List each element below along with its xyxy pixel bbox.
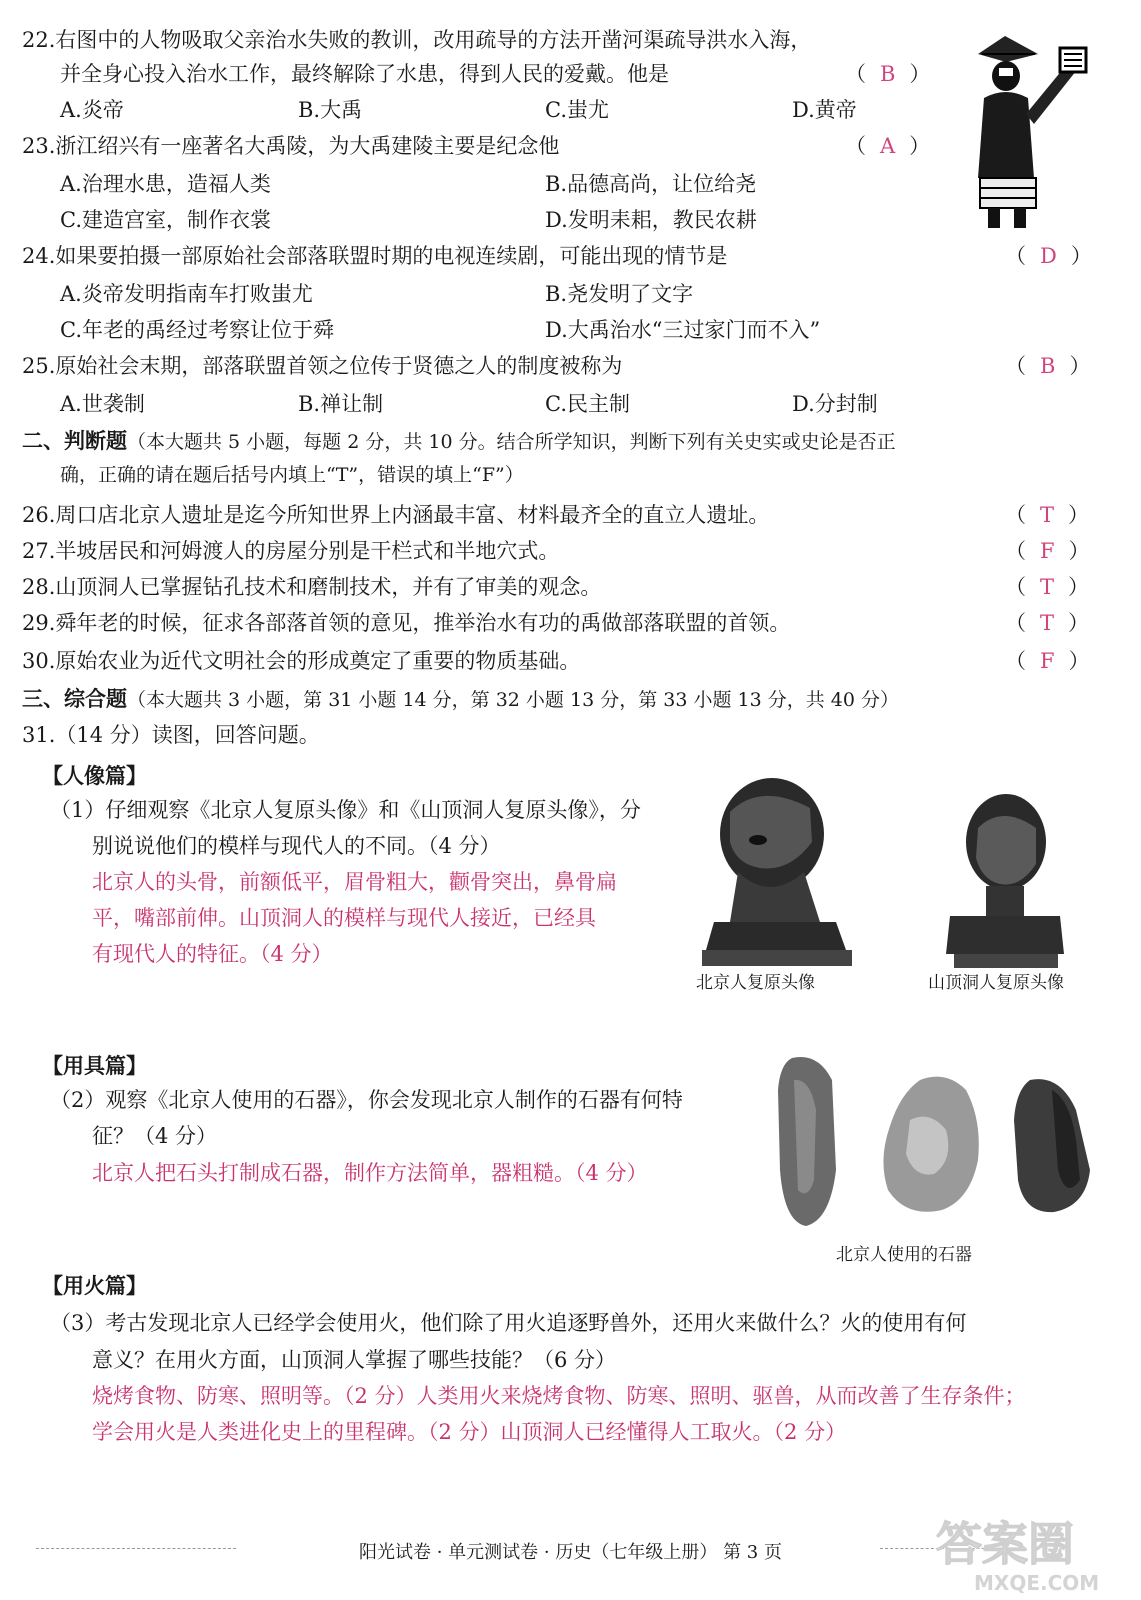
watermark-main-text: 答案圈 [936,1517,1074,1571]
q31-part3-question-line1: （3）考古发现北京人已经学会使用火，他们除了用火追逐野兽外，还用火来做什么？火的使用有何 [50,1311,967,1335]
tf-q30-answer: F [1040,649,1055,673]
q22-option-b: B.大禹 [298,98,363,122]
tf-q29-paren: （ T ） [1005,611,1090,635]
q22-stem-line2: 并全身心投入治水工作，最终解除了水患，得到人民的爱戴。他是 [60,62,669,86]
q31-part2-question-line1: （2）观察《北京人使用的石器》，你会发现北京人制作的石器有何特 [50,1088,683,1112]
q24-option-c: C.年老的禹经过考察让位于舜 [60,318,334,342]
tf-q28-answer: T [1040,575,1055,599]
q22-option-a: A.炎帝 [60,98,124,122]
section3-desc: （本大题共 3 小题，第 31 小题 14 分，第 32 小题 13 分，第 33 小题 13 分，共 40 分） [127,689,899,711]
caption-upper-cave-man-bust: 山顶洞人复原头像 [928,973,1064,993]
tf-q26: 26.周口店北京人遗址是迄今所知世界上内涵最丰富、材料最齐全的直立人遗址。 [22,503,770,527]
q24-option-a: A.炎帝发明指南车打败蚩尤 [60,282,313,306]
q23-stem: 23.浙江绍兴有一座著名大禹陵，为大禹建陵主要是纪念他 [22,134,560,158]
section3-title: 三、综合题 [22,686,127,711]
section3-header [22,688,899,710]
q31-part3-question-line2: 意义？在用火方面，山顶洞人掌握了哪些技能？（6 分） [92,1348,617,1372]
peking-man-bust-image [700,772,860,970]
q31-part1-question-line2: 别说说他们的模样与现代人的不同。（4 分） [92,834,501,858]
q23-option-b: B.品德高尚，让位给尧 [545,172,757,196]
section2-title: 二、判断题 [22,428,127,453]
q25-stem: 25.原始社会末期，部落联盟首领之位传于贤德之人的制度被称为 [22,354,623,378]
q31-part2-answer: 北京人把石头打制成石器，制作方法简单，器粗糙。（4 分） [92,1161,648,1185]
upper-cave-man-bust-image [940,788,1070,970]
caption-peking-man-bust: 北京人复原头像 [696,973,815,993]
q31-part3-answer-line2: 学会用火是人类进化史上的里程碑。（2 分）山顶洞人已经懂得人工取火。（2 分） [92,1420,847,1444]
q31-part2-heading: 【用具篇】 [42,1053,147,1078]
q23-answer-paren: （ A ） [845,134,931,158]
tf-q27-paren: （ F ） [1005,539,1090,563]
q25-answer: B [1040,354,1056,378]
section2-desc-line2: 确，正确的请在题后括号内填上“T”，错误的填上“F”） [60,464,524,486]
q23-option-d: D.发明耒耜，教民农耕 [545,208,757,232]
footer-text: 阳光试卷 · 单元测试卷 · 历史（七年级上册） 第 3 页 [359,1542,782,1563]
q31-part3-heading: 【用火篇】 [42,1273,147,1298]
q25-answer-paren: （ B ） [1005,354,1091,378]
q22-stem-line1: 22.右图中的人物吸取父亲治水失败的教训，改用疏导的方法开凿河渠疏导洪水入海， [22,28,812,52]
q25-option-a: A.世袭制 [60,392,145,416]
watermark-logo [930,1508,1135,1596]
q25-option-d: D.分封制 [792,392,878,416]
tf-q27: 27.半坡居民和河姆渡人的房屋分别是干栏式和半地穴式。 [22,539,560,563]
tf-q26-answer: T [1040,503,1055,527]
caption-stone-tools: 北京人使用的石器 [836,1245,972,1265]
q22-option-c: C.蚩尤 [545,98,609,122]
q25-option-b: B.禅让制 [298,392,384,416]
q25-option-c: C.民主制 [545,392,630,416]
tf-q27-answer: F [1040,539,1055,563]
q31-part1-answer-line3: 有现代人的特征。（4 分） [92,942,333,966]
q31-part1-answer-line1: 北京人的头骨，前额低平，眉骨粗大，颧骨突出，鼻骨扁 [92,870,617,894]
tf-q28-paren: （ T ） [1005,575,1090,599]
q24-stem: 24.如果要拍摄一部原始社会部落联盟时期的电视连续剧，可能出现的情节是 [22,244,728,268]
q31-part1-heading: 【人像篇】 [42,763,147,788]
q23-option-c: C.建造宫室，制作衣裳 [60,208,271,232]
watermark-sub-text: MXQE.COM [974,1571,1100,1595]
q24-option-d: D.大禹治水“三过家门而不入” [545,318,821,342]
tf-q28: 28.山顶洞人已掌握钻孔技术和磨制技术，并有了审美的观念。 [22,575,602,599]
tf-q29: 29.舜年老的时候，征求各部落首领的意见，推举治水有功的禹做部落联盟的首领。 [22,611,791,635]
q22-answer-paren: （ B ） [845,62,931,86]
q31-part1-question-line1: （1）仔细观察《北京人复原头像》和《山顶洞人复原头像》，分 [50,798,641,822]
section2-desc-line1: （本大题共 5 小题，每题 2 分，共 10 分。结合所学知识，判断下列有关史实或史论是否正 [127,431,896,453]
q24-answer: D [1040,244,1057,268]
q24-answer-paren: （ D ） [1005,244,1092,268]
q23-answer: A [880,134,896,158]
q31-part3-answer-line1: 烧烤食物、防寒、照明等。（2 分）人类用火来烧烤食物、防寒、照明、驱兽，从而改善了生存条件； [92,1384,1026,1408]
tf-q29-answer: T [1040,611,1055,635]
tf-q26-paren: （ T ） [1005,503,1090,527]
tf-q30: 30.原始农业为近代文明社会的形成奠定了重要的物质基础。 [22,649,581,673]
q24-option-b: B.尧发明了文字 [545,282,694,306]
tf-q30-paren: （ F ） [1005,649,1090,673]
q31-stem: 31.（14 分）读图，回答问题。 [22,723,320,747]
da-yu-illustration [960,28,1095,233]
q23-option-a: A.治理水患，造福人类 [60,172,271,196]
section2-header [22,430,896,452]
q22-answer: B [880,62,896,86]
stone-tools-image [770,1050,1100,1232]
q22-option-d: D.黄帝 [792,98,857,122]
q31-part1-answer-line2: 平，嘴部前伸。山顶洞人的模样与现代人接近，已经具 [92,906,596,930]
q31-part2-question-line2: 征？（4 分） [92,1124,218,1148]
